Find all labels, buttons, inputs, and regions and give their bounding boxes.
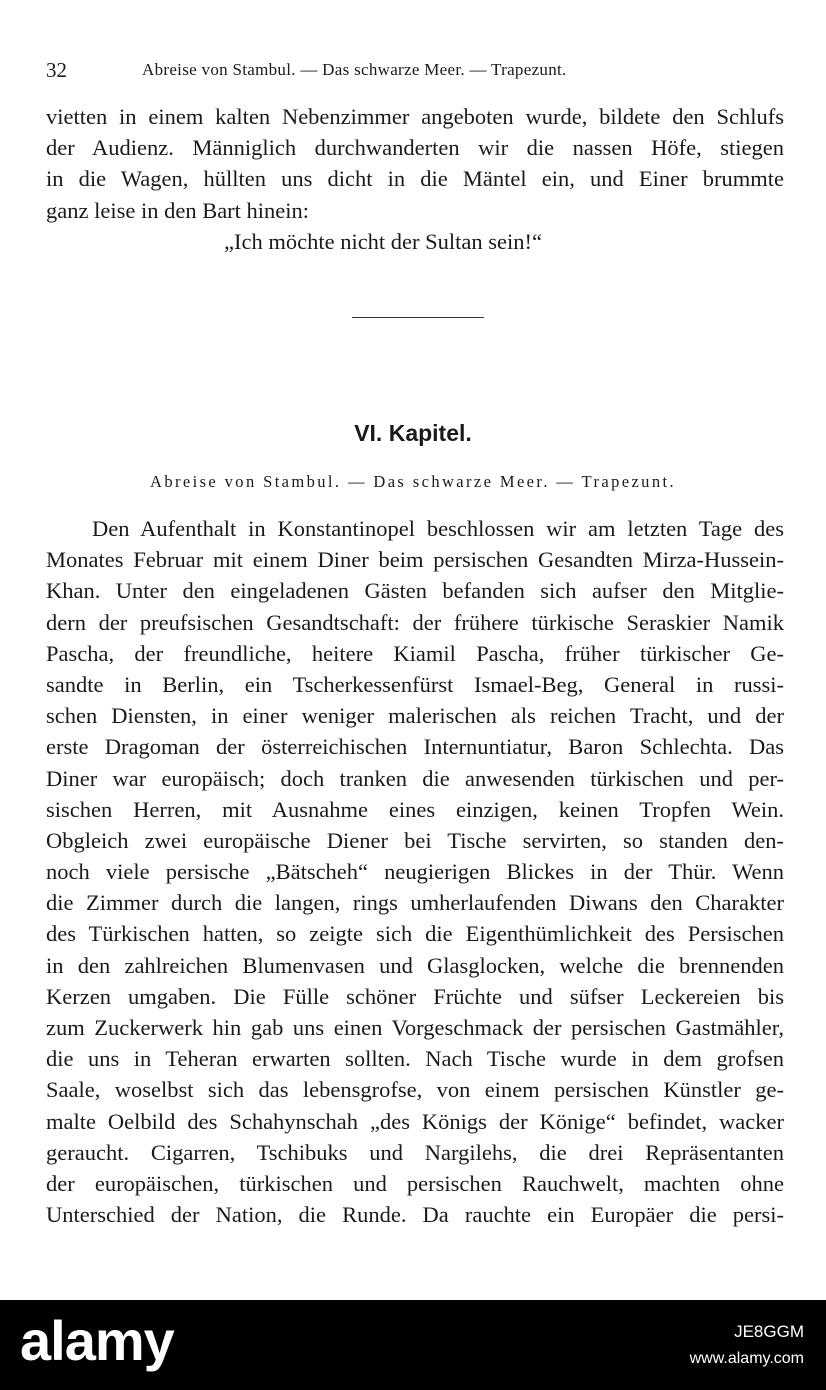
text-line: malte Oelbild des Schahynschah „des Königs der Könige“ befindet, wacker [46,1108,784,1134]
image-id: JE8GGM [734,1322,804,1341]
closing-quote: „Ich möchte nicht der Sultan sein!“ [224,228,543,254]
banner-url: www.alamy.com [689,1350,804,1367]
text-line: Obgleich zwei europäische Diener bei Tische servirten, so standen den- [46,827,784,853]
chapter-body [46,513,784,1230]
alamy-logo: alamy [20,1309,174,1372]
text-line: Monates Februar mit einem Diner beim persischen Gesandten Mirza-Hussein- [46,547,784,573]
text-line: zum Zuckerwerk hin gab uns einen Vorgeschmack der persischen Gastmähler, [46,1015,784,1040]
text-line: dern der preufsischen Gesandtschaft: der frühere türkische Seraskier Namik [46,609,784,635]
text-line: noch viele persische „Bätscheh“ neugierigen Blickes in der Thür. Wenn [46,859,784,885]
text-line: Kerzen umgaben. Die Fülle schöner Früchte und süfser Leckereien bis [46,983,784,1009]
text-line: Den Aufenthalt in Konstantinopel beschlossen wir am letzten Tage des [92,516,784,541]
chapter-subtitle: Abreise von Stambul. — Das schwarze Meer. — Trapezunt. [150,472,676,491]
text-line: sischen Herren, mit Ausnahme eines einzigen, keinen Tropfen Wein. [46,796,784,822]
text-line: Saale, woselbst sich das lebensgrofse, von einem persischen Künstler ge- [46,1077,784,1103]
text-line: ganz leise in den Bart hinein: [46,197,310,223]
text-line: in die Wagen, hüllten uns dicht in die Mäntel ein, und Einer brummte [46,166,784,192]
text-line: vietten in einem kalten Nebenzimmer angeboten wurde, bildete den Schlufs [46,104,784,129]
text-line: in den zahlreichen Blumenvasen und Glasglocken, welche die brennenden [46,952,784,978]
text-line: geraucht. Cigarren, Tschibuks und Nargilehs, die drei Repräsentanten [46,1139,784,1165]
watermark-banner [0,1300,826,1390]
text-line: des Türkischen hatten, so zeigte sich die Eigenthümlichkeit des Persischen [46,921,784,947]
text-line: der Audienz. Männiglich durchwanderten wir die nassen Höfe, stiegen [46,135,784,161]
text-line: schen Diensten, in einer weniger malerischen als reichen Tracht, und der [46,703,784,729]
text-line: Pascha, der freundliche, heitere Kiamil Pascha, früher türkischer Ge- [46,640,784,666]
text-line: Diner war europäisch; doch tranken die anwesenden türkischen und per- [46,765,784,791]
section-divider [352,317,484,318]
opening-paragraph [46,101,784,257]
text-line: sandte in Berlin, ein Tscherkessenfürst Ismael-Beg, General in russi- [46,671,784,697]
text-line: erste Dragoman der österreichischen Internuntiatur, Baron Schlechta. Das [46,734,784,760]
running-title: Abreise von Stambul. — Das schwarze Meer. — Trapezunt. [142,60,567,79]
running-head [46,58,784,84]
text-line: der europäischen, türkischen und persischen Rauchwelt, machten ohne [46,1170,784,1196]
text-line: Khan. Unter den eingeladenen Gästen befanden sich aufser den Mitglie- [46,578,784,604]
page-number: 32 [46,58,67,82]
text-line: die uns in Teheran erwarten sollten. Nach Tische wurde in dem grofsen [46,1046,784,1072]
text-line: die Zimmer durch die langen, rings umherlaufenden Diwans den Charakter [46,890,784,916]
text-line: Unterschied der Nation, die Runde. Da rauchte ein Europäer die persi- [46,1202,784,1228]
chapter-heading: VI. Kapitel. [354,420,472,446]
